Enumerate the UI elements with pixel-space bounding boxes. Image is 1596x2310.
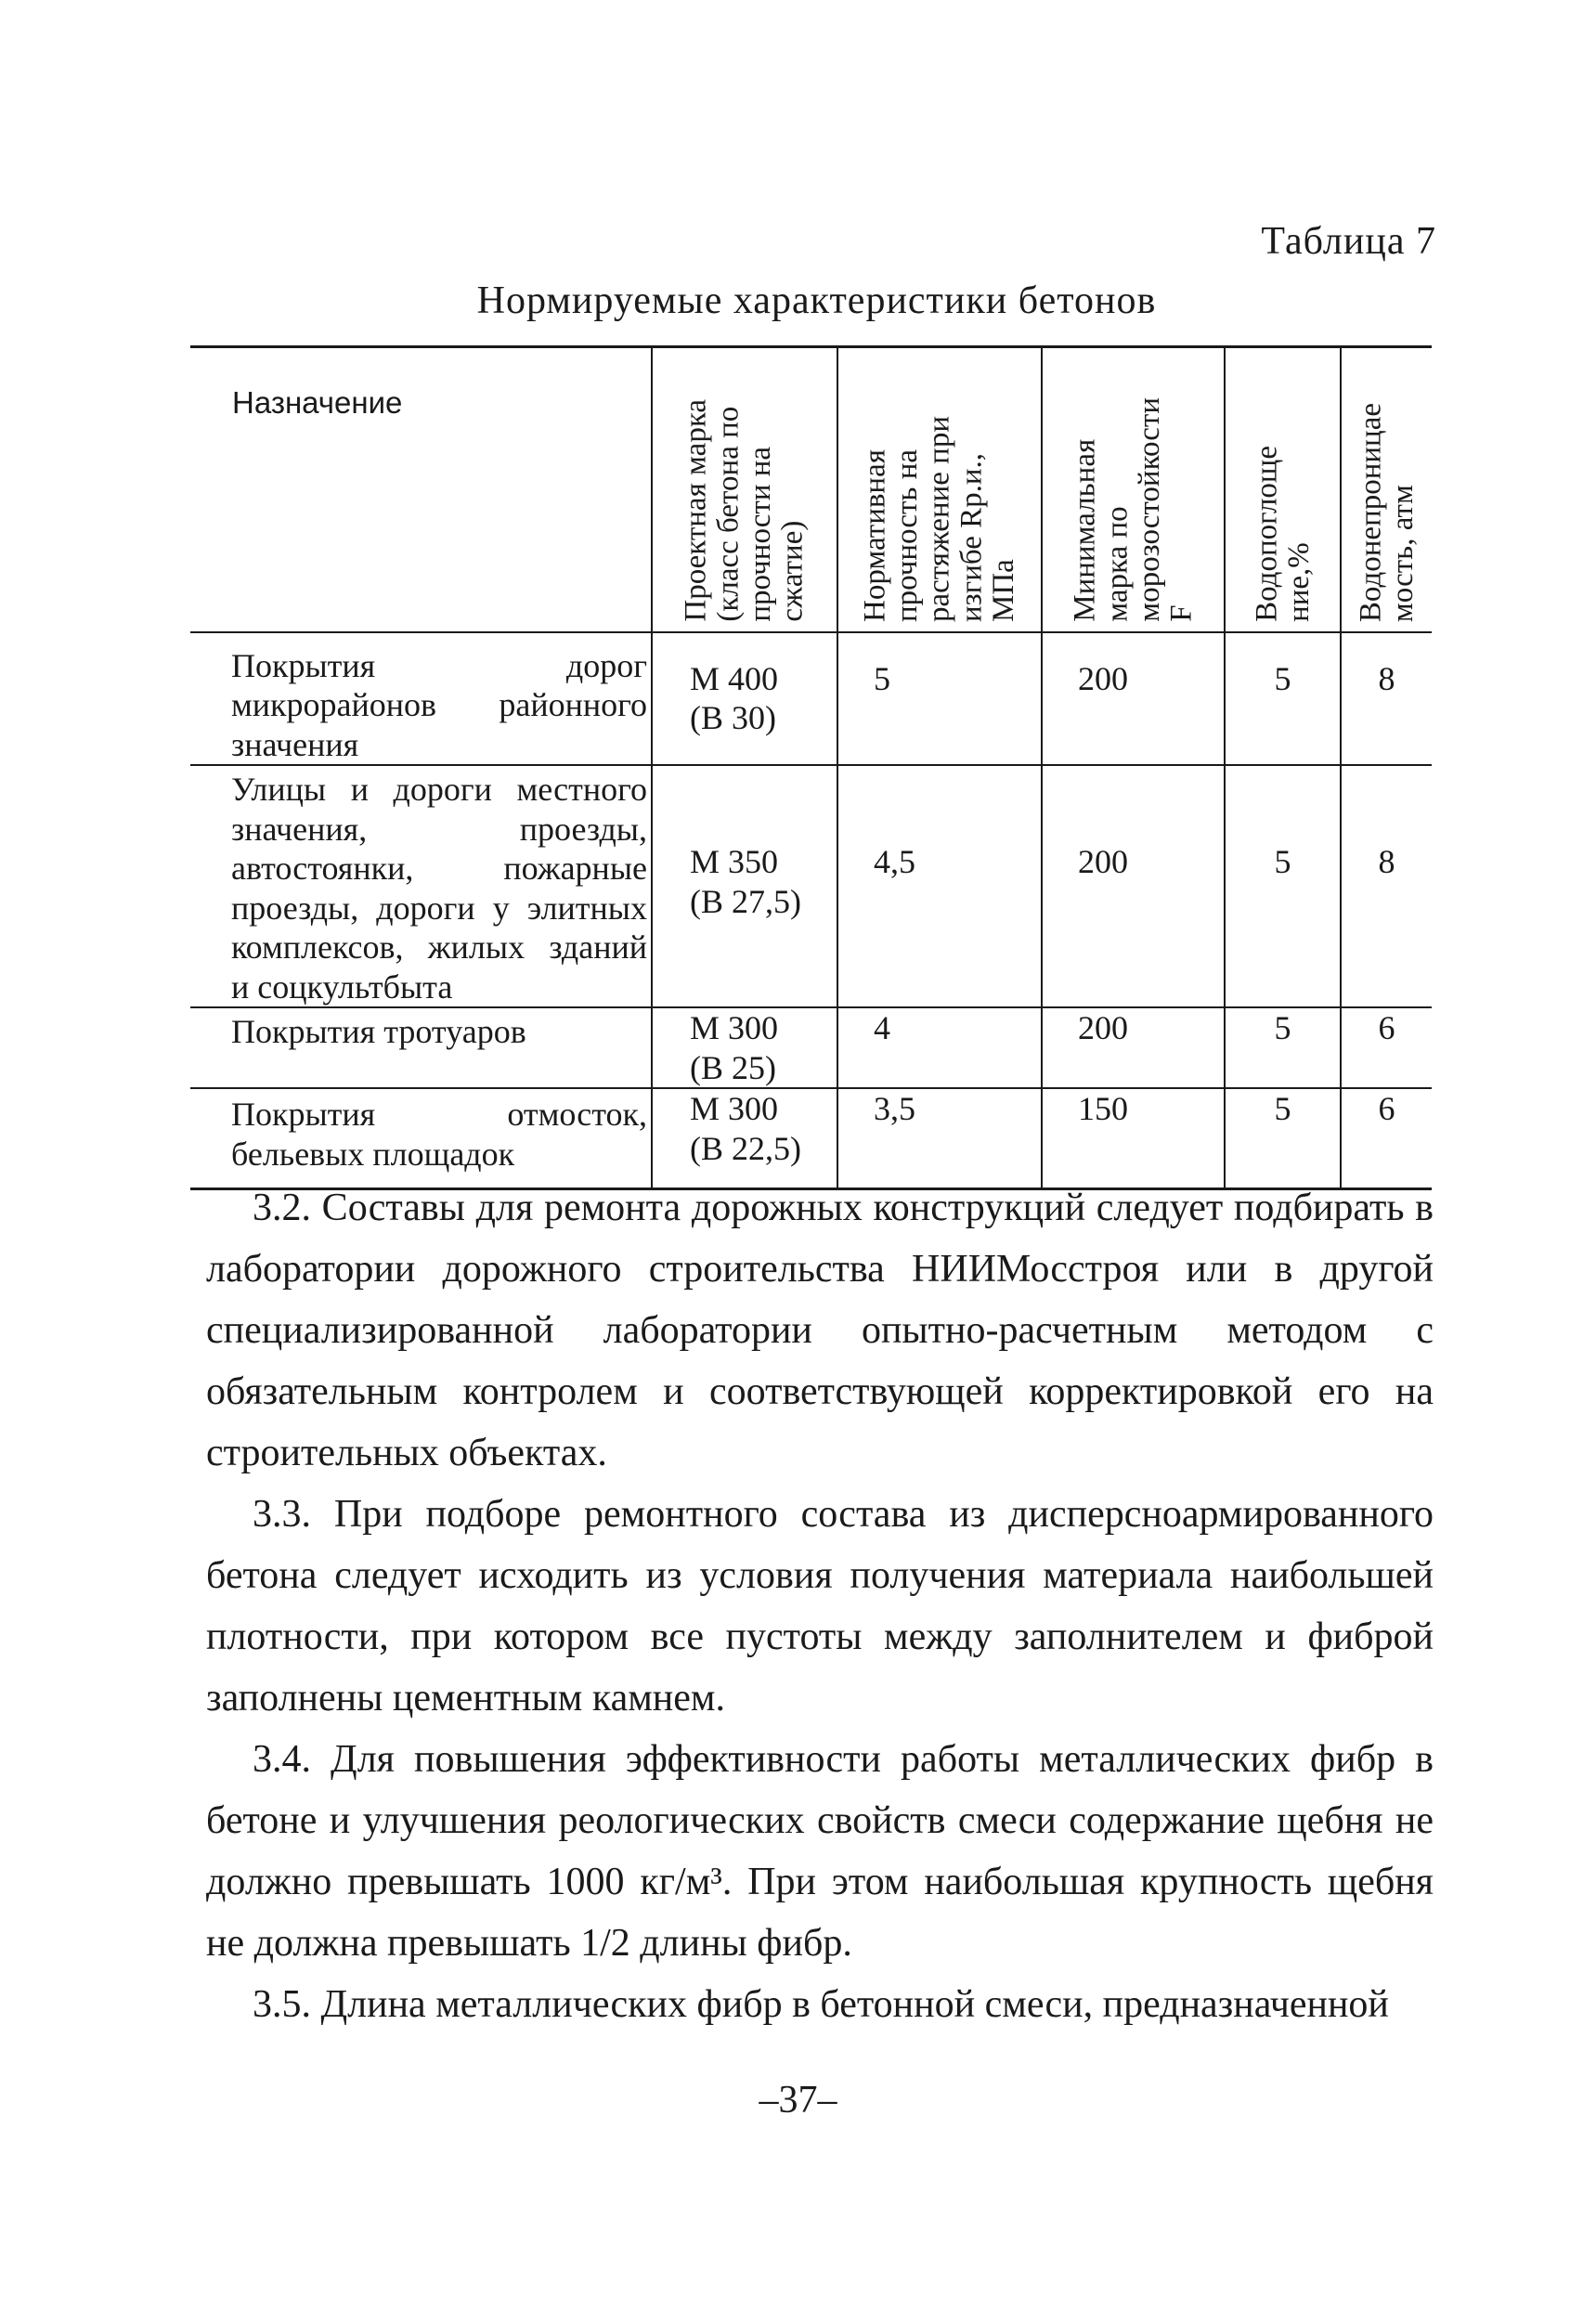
row-frost: 200: [1042, 765, 1225, 1007]
row-frost: 200: [1042, 632, 1225, 765]
header-absorption-text: Водопоглоще ние,%: [1249, 446, 1316, 622]
row-purpose: [190, 632, 652, 765]
paragraph-3-2: 3.2. Составы для ремонта дорожных конструкций следует подбирать в лаборатории дорожного строительства НИИМосстроя или в другой специализированной лаборатории опытно-расчетным методом с обязательным контролем и соответствующей корректировкой его на строительных объектах.: [206, 1187, 1434, 1474]
row-grade: [652, 632, 837, 765]
row-purpose: [190, 765, 652, 1007]
row-purpose: [190, 1007, 652, 1088]
page-number: –37–: [759, 2079, 837, 2122]
table-row: [190, 1088, 1432, 1188]
row-absorption: 5: [1225, 1088, 1341, 1188]
paragraph-3-5: 3.5. Длина металлических фибр в бетонной смеси, предназначенной: [253, 1983, 1389, 2026]
row-strength: 4: [837, 1007, 1042, 1088]
row-grade: [652, 765, 837, 1007]
purpose-line: бельевых площадок: [231, 1135, 515, 1173]
header-strength: [837, 347, 1042, 633]
row-permeability: 6: [1341, 1007, 1432, 1088]
row-grade: [652, 1007, 837, 1088]
grade-class: (В 22,5): [690, 1129, 801, 1167]
row-grade: [652, 1088, 837, 1188]
purpose-line: Покрытия отмосток,: [231, 1096, 647, 1134]
table-header-row: [190, 347, 1432, 633]
row-frost: 150: [1042, 1088, 1225, 1188]
row-absorption: 5: [1225, 632, 1341, 765]
header-grade-text: Проектная марка (класс бетона по прочности на сжатие): [679, 399, 810, 622]
concrete-characteristics-table: [190, 345, 1432, 1190]
row-purpose: [190, 1088, 652, 1188]
table-row: [190, 632, 1432, 765]
purpose-line: значения, проезды,: [231, 810, 647, 848]
header-frost: [1042, 347, 1225, 633]
purpose-line: микрорайонов районного: [231, 686, 647, 724]
paragraph-3-4: 3.4. Для повышения эффективности работы металлических фибр в бетоне и улучшения реологических свойств смеси содержание щебня не должно превышать 1000 кг/м³. При этом наибольшая крупность щебня не должна превышать 1/2 длины фибр.: [206, 1738, 1434, 1965]
header-absorption: [1225, 347, 1341, 633]
table-title: Нормируемые характеристики бетонов: [476, 279, 1157, 322]
row-permeability: 8: [1341, 765, 1432, 1007]
purpose-line: комплексов, жилых зданий: [231, 928, 647, 967]
purpose-line: Покрытия тротуаров: [231, 1013, 526, 1051]
row-strength: 3,5: [837, 1088, 1042, 1188]
row-absorption: 5: [1225, 1007, 1341, 1088]
header-permeability: [1341, 347, 1432, 633]
header-grade: [652, 347, 837, 633]
purpose-line: значения: [231, 725, 359, 763]
grade-value: М 350: [690, 843, 779, 881]
grade-class: (В 30): [690, 699, 776, 737]
header-permeability-text: Водонепроницае мость, атм: [1353, 402, 1420, 622]
table-number: Таблица 7: [1261, 220, 1436, 263]
purpose-line: и соцкультбыта: [231, 967, 453, 1006]
row-strength: 5: [837, 632, 1042, 765]
table-row: [190, 765, 1432, 1007]
row-strength: 4,5: [837, 765, 1042, 1007]
purpose-line: проезды, дороги у элитных: [231, 889, 647, 927]
header-frost-text: Минимальная марка по морозостойкости F: [1068, 397, 1199, 622]
table-row: [190, 1007, 1432, 1088]
header-strength-text: Нормативная прочность на растяжение при изгибе Rp.и., МПа: [858, 415, 1020, 622]
row-permeability: 6: [1341, 1088, 1432, 1188]
purpose-line: Улицы и дороги местного: [231, 771, 647, 809]
header-purpose: Назначение: [190, 347, 652, 633]
grade-value: М 300: [690, 1009, 779, 1047]
row-frost: 200: [1042, 1007, 1225, 1088]
row-absorption: 5: [1225, 765, 1341, 1007]
grade-value: М 300: [690, 1090, 779, 1128]
grade-class: (В 25): [690, 1048, 776, 1086]
row-permeability: 8: [1341, 632, 1432, 765]
grade-value: М 400: [690, 660, 779, 697]
paragraph-3-3: 3.3. При подборе ремонтного состава из дисперсноармированного бетона следует исходить из условия получения материала наибольшей плотности, при котором все пустоты между заполнителем и фиброй заполнены цементным камнем.: [206, 1493, 1434, 1720]
grade-class: (В 27,5): [690, 882, 801, 920]
purpose-line: Покрытия дорог: [231, 647, 647, 684]
purpose-line: автостоянки, пожарные: [231, 850, 647, 888]
